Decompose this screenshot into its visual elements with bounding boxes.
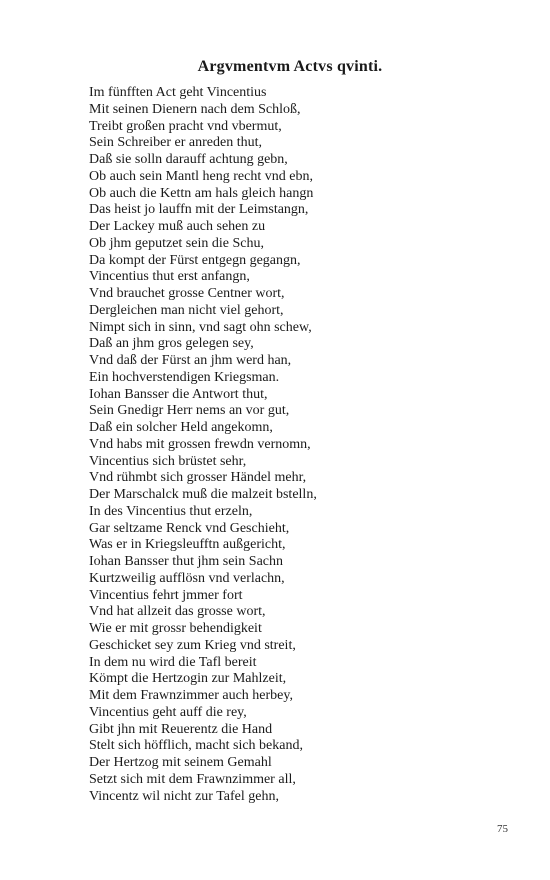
verse-line: In des Vincentius thut erzeln, xyxy=(89,503,253,519)
verse-line: Ob auch die Kettn am hals gleich hangn xyxy=(89,185,314,201)
verse-line: Der Lackey muß auch sehen zu xyxy=(89,219,266,234)
verse-line: Der Hertzog mit seinem Gemahl xyxy=(89,755,272,770)
verse-line: Sein Schreiber er anreden thut, xyxy=(89,135,262,151)
verse-line: Treibt großen pracht vnd vbermut, xyxy=(89,118,282,134)
verse-line: Ob jhm geputzet sein die Schu, xyxy=(89,235,264,251)
verse-line: Vnd brauchet grosse Centner wort, xyxy=(89,286,285,301)
verse-line: Vincentius geht auff die rey, xyxy=(89,704,247,720)
verse-line: Das heist jo lauffn mit der Leimstangn, xyxy=(89,202,309,218)
verse-line: Iohan Bansser thut jhm sein Sachn xyxy=(89,554,284,569)
verse-line: Vnd hat allzeit das grosse wort, xyxy=(89,604,266,620)
verse-block xyxy=(89,85,317,805)
verse-line: Vnd habs mit grossen frewdn vernomn, xyxy=(89,436,311,452)
verse-line: Gar seltzame Renck vnd Geschieht, xyxy=(89,520,290,536)
verse-line: Daß ein solcher Held angekomn, xyxy=(89,420,273,435)
verse-line: Im fünfften Act geht Vincentius xyxy=(89,85,267,100)
verse-line: Vincentius fehrt jmmer fort xyxy=(89,587,243,603)
verse-line: Sein Gnedigr Herr nems an vor gut, xyxy=(89,403,290,419)
verse-line: Dergleichen man nicht viel gehort, xyxy=(89,302,284,318)
verse-line: Ob auch sein Mantl heng recht vnd ebn, xyxy=(89,168,313,184)
verse-line: Vincentius thut erst anfangn, xyxy=(89,269,250,285)
verse-line: Mit dem Frawnzimmer auch herbey, xyxy=(89,688,293,703)
verse-line: Was er in Kriegsleufftn außgericht, xyxy=(89,537,286,553)
verse-line: Daß an jhm gros gelegen sey, xyxy=(89,336,254,352)
verse-line: Setzt sich mit dem Frawnzimmer all, xyxy=(89,771,296,787)
verse-line: Daß sie solln darauff achtung gebn, xyxy=(89,152,288,167)
verse-line: Kömpt die Hertzogin zur Mahlzeit, xyxy=(89,671,287,687)
verse-line: Stelt sich höfflich, macht sich bekand, xyxy=(89,738,303,754)
verse-line: Gibt jhn mit Reuerentz die Hand xyxy=(89,721,273,737)
section-heading: Argvmentvm Actvs qvinti. xyxy=(197,58,383,75)
verse-line: Vnd rühmbt sich grosser Händel mehr, xyxy=(89,470,307,486)
page-number: 75 xyxy=(497,823,508,835)
verse-line: Ein hochverstendigen Kriegsman. xyxy=(89,369,280,385)
verse-line: Iohan Bansser die Antwort thut, xyxy=(89,386,268,402)
verse-line: Vincentius sich brüstet sehr, xyxy=(89,453,247,469)
verse-line: Mit seinen Dienern nach dem Schloß, xyxy=(89,101,301,117)
verse-line: Da kompt der Fürst entgegn gegangn, xyxy=(89,252,301,268)
verse-line: In dem nu wird die Tafl bereit xyxy=(89,654,257,670)
verse-line: Wie er mit grossr behendigkeit xyxy=(89,621,262,636)
verse-line: Vnd daß der Fürst an jhm werd han, xyxy=(89,353,292,368)
verse-line: Der Marschalck muß die malzeit bstelln, xyxy=(89,487,317,502)
verse-line: Nimpt sich in sinn, vnd sagt ohn schew, xyxy=(89,319,312,335)
verse-line: Vincentz wil nicht zur Tafel gehn, xyxy=(89,788,279,804)
verse-line: Kurtzweilig aufflösn vnd verlachn, xyxy=(89,570,285,586)
verse-line: Geschicket sey zum Krieg vnd streit, xyxy=(89,637,296,653)
